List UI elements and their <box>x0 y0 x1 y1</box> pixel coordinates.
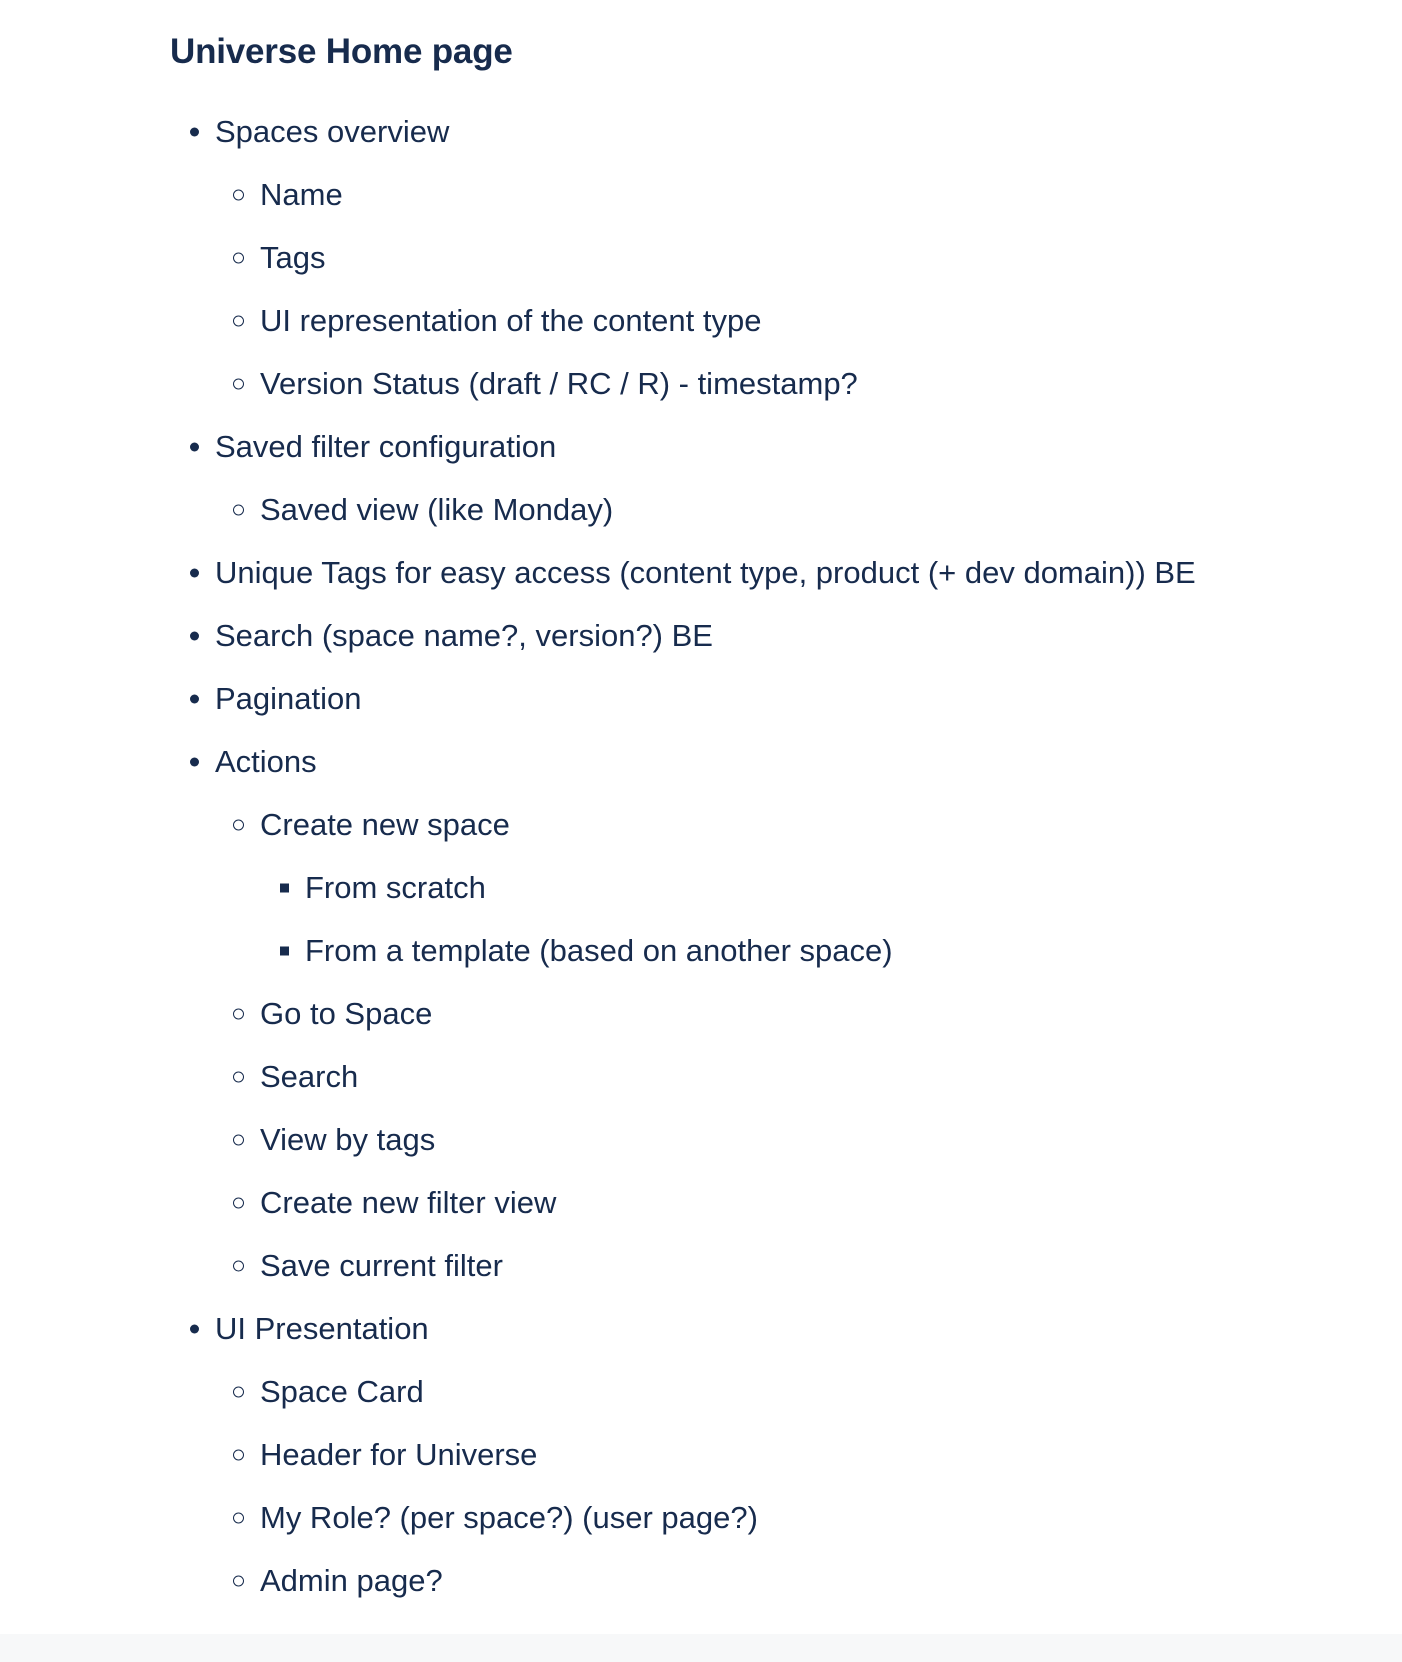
bullet-circle-icon <box>233 1134 244 1145</box>
bullet-circle-icon <box>233 1449 244 1460</box>
list-item-text: Version Status (draft / RC / R) - timestamp? <box>260 366 858 401</box>
list-item-text: Spaces overview <box>215 114 450 149</box>
list-item-text: From scratch <box>305 870 486 905</box>
list-item-level-1 <box>170 667 1320 730</box>
list-item-text: Create new filter view <box>260 1185 557 1220</box>
bullet-square-icon <box>280 946 289 955</box>
bullet-circle-icon <box>233 1575 244 1586</box>
page-title: Universe Home page <box>170 32 513 71</box>
bullet-disc-icon <box>190 631 199 640</box>
bullet-circle-icon <box>233 1260 244 1271</box>
list-item-text: Go to Space <box>260 996 433 1031</box>
list-item-level-2 <box>170 1234 1320 1297</box>
list-item-level-2 <box>170 1486 1320 1549</box>
list-item-text: Save current filter <box>260 1248 503 1283</box>
list-item-text: Saved view (like Monday) <box>260 492 614 527</box>
list-item-text: Name <box>260 177 343 212</box>
bullet-circle-icon <box>233 1512 244 1523</box>
list-item-level-2 <box>170 1171 1320 1234</box>
list-item-level-2 <box>170 982 1320 1045</box>
list-item-level-2 <box>170 1045 1320 1108</box>
bullet-disc-icon <box>190 757 199 766</box>
page-footer-strip <box>0 1634 1402 1662</box>
list-item-level-1 <box>170 604 1320 667</box>
bullet-circle-icon <box>233 1197 244 1208</box>
bullet-circle-icon <box>233 1386 244 1397</box>
bullet-circle-icon <box>233 378 244 389</box>
list-item-text: Create new space <box>260 807 510 842</box>
list-item-level-2 <box>170 289 1320 352</box>
list-item-level-1 <box>170 415 1320 478</box>
bullet-square-icon <box>280 883 289 892</box>
bullet-circle-icon <box>233 1008 244 1019</box>
list-item-text: My Role? (per space?) (user page?) <box>260 1500 758 1535</box>
list-item-text: Admin page? <box>260 1563 443 1598</box>
bullet-disc-icon <box>190 568 199 577</box>
list-item-text: Tags <box>260 240 326 275</box>
list-item-text: Header for Universe <box>260 1437 538 1472</box>
bullet-circle-icon <box>233 189 244 200</box>
list-item-text: Unique Tags for easy access (content type, product (+ dev domain)) BE <box>215 555 1196 590</box>
bullet-circle-icon <box>233 315 244 326</box>
bullet-disc-icon <box>190 1324 199 1333</box>
list-item-level-1 <box>170 1297 1320 1360</box>
list-item-text: UI Presentation <box>215 1311 429 1346</box>
list-item-level-2 <box>170 1108 1320 1171</box>
bullet-disc-icon <box>190 442 199 451</box>
list-item-level-1 <box>170 541 1320 604</box>
list-item-text: From a template (based on another space) <box>305 933 893 968</box>
list-item-text: Saved filter configuration <box>215 429 557 464</box>
list-item-text: Space Card <box>260 1374 424 1409</box>
list-item-level-2 <box>170 226 1320 289</box>
bullet-outline <box>170 100 1320 1612</box>
list-item-text: Pagination <box>215 681 362 716</box>
bullet-circle-icon <box>233 1071 244 1082</box>
list-item-level-2 <box>170 1549 1320 1612</box>
list-item-text: Search <box>260 1059 359 1094</box>
list-item-level-2 <box>170 1360 1320 1423</box>
list-item-level-2 <box>170 163 1320 226</box>
bullet-circle-icon <box>233 252 244 263</box>
list-item-text: Actions <box>215 744 317 779</box>
list-item-text: View by tags <box>260 1122 436 1157</box>
list-item-level-3 <box>170 919 1320 982</box>
list-item-text: Search (space name?, version?) BE <box>215 618 713 653</box>
list-item-level-1 <box>170 730 1320 793</box>
list-item-level-2 <box>170 1423 1320 1486</box>
list-item-text: UI representation of the content type <box>260 303 762 338</box>
list-item-level-3 <box>170 856 1320 919</box>
page-content <box>170 26 1320 1612</box>
list-item-level-2 <box>170 352 1320 415</box>
bullet-disc-icon <box>190 127 199 136</box>
list-item-level-2 <box>170 793 1320 856</box>
bullet-circle-icon <box>233 819 244 830</box>
list-item-level-2 <box>170 478 1320 541</box>
bullet-circle-icon <box>233 504 244 515</box>
list-item-level-1 <box>170 100 1320 163</box>
bullet-disc-icon <box>190 694 199 703</box>
